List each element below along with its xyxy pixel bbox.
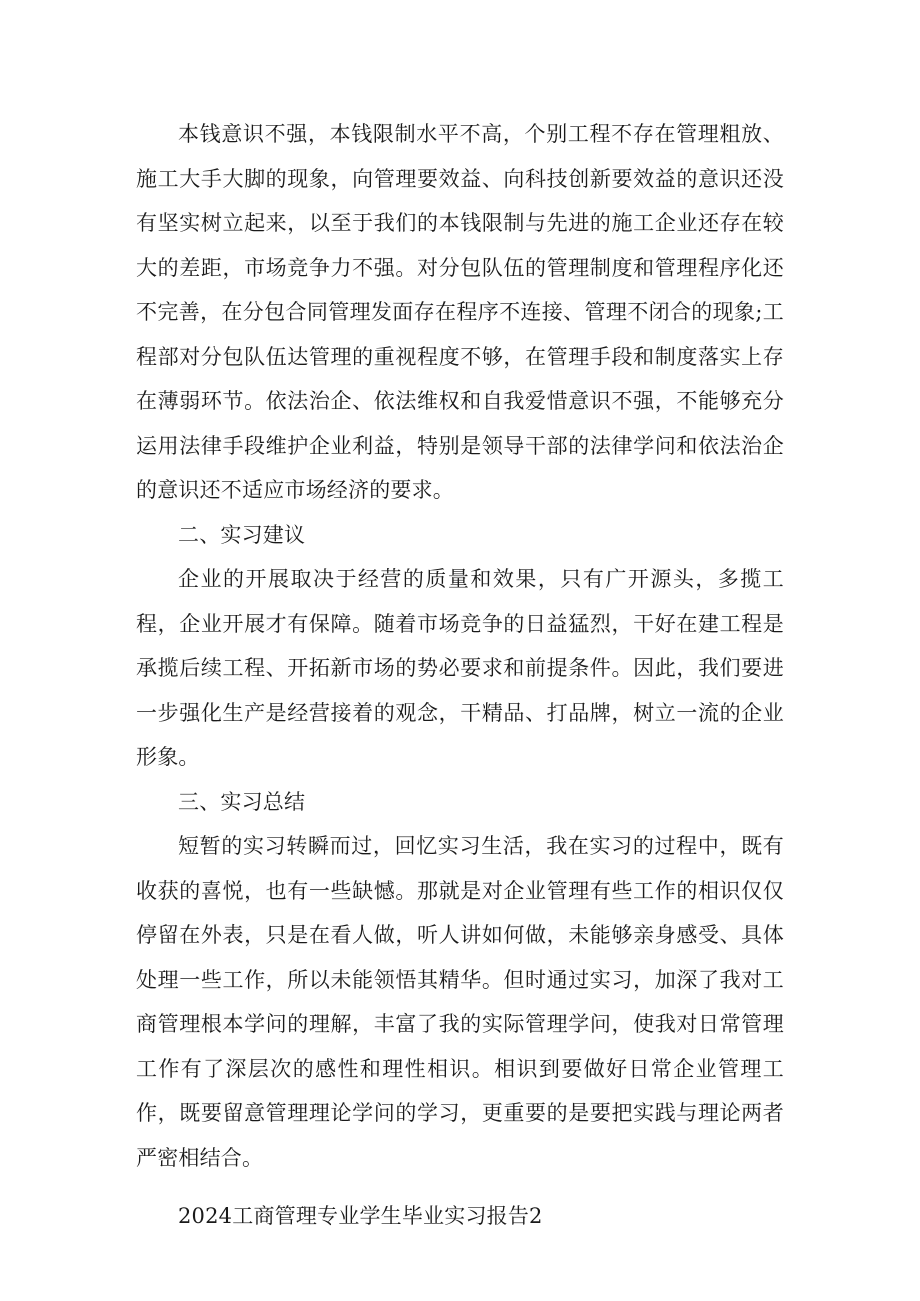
section-heading-summary: 三、实习总结: [178, 789, 306, 814]
next-report-title: 2024工商管理专业学生毕业实习报告2: [178, 1204, 543, 1228]
paragraph-cost-awareness: 本钱意识不强，本钱限制水平不高，个别工程不存在管理粗放、施工大手大脚的现象，向管理要效益、向科技创新要效益的意识还没有坚实树立起来，以至于我们的本钱限制与先进的施工企业还存在较大的差距，市场竞争力不强。对分包队伍的管理制度和管理程序化还不完善，在分包合同管理发面存在程序不连接、管理不闭合的现象;工程部对分包队伍达管理的重视程度不够，在管理手段和制度落实上存在薄弱环节。依法治企、依法维权和自我爱惜意识不强，不能够充分运用法律手段维护企业利益，特别是领导干部的法律学问和依法治企的意识还不适应市场经济的要求。: [136, 122, 784, 502]
section-heading-suggestions: 二、实习建议: [178, 522, 306, 547]
paragraph-summary: 短暂的实习转瞬而过，回忆实习生活，我在实习的过程中，既有收获的喜悦，也有一些缺憾。那就是对企业管理有些工作的相识仅仅停留在外表，只是在看人做，听人讲如何做，未能够亲身感受、具体处理一些工作，所以未能领悟其精华。但时通过实习，加深了我对工商管理根本学问的理解，丰富了我的实际管理学问，使我对日常管理工作有了深层次的感性和理性相识。相识到要做好日常企业管理工作，既要留意管理理论学问的学习，更重要的是要把实践与理论两者严密相结合。: [136, 834, 784, 1170]
paragraph-suggestions: 企业的开展取决于经营的质量和效果，只有广开源头，多揽工程，企业开展才有保障。随着市场竞争的日益猛烈，干好在建工程是承揽后续工程、开拓新市场的势必要求和前提条件。因此，我们要进一步强化生产是经营接着的观念，干精品、打品牌，树立一流的企业形象。: [136, 567, 784, 769]
document-body: [136, 112, 784, 1239]
